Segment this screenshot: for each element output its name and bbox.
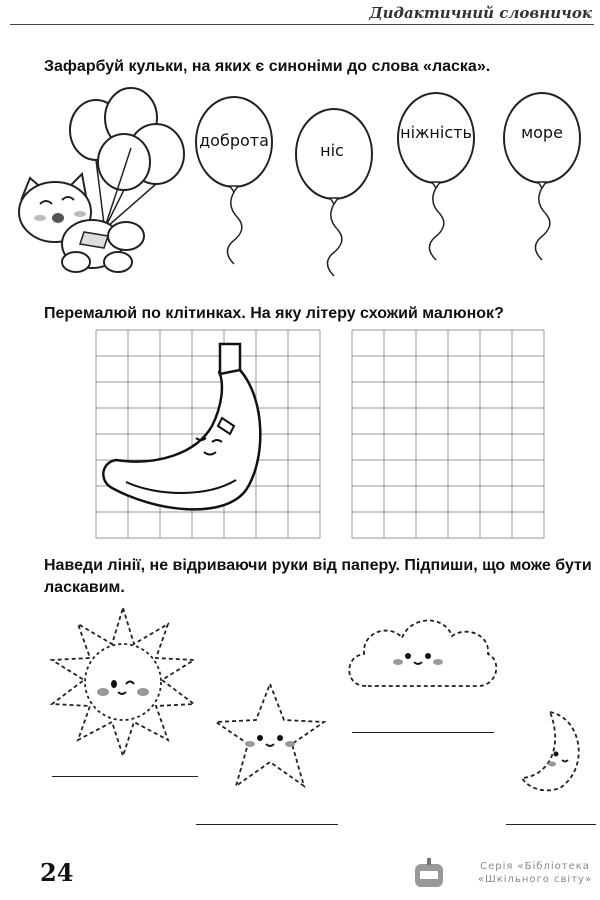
series-label-line-2: «Шкільного світу» [477, 874, 593, 885]
series-label [474, 860, 596, 886]
balloon-2-word: ніс [320, 141, 344, 160]
task-1-instruction: Зафарбуй кульки, на яких є синоніми до слова «ласка». [44, 58, 491, 75]
dashed-sun-icon[interactable] [48, 608, 198, 758]
answer-line-2[interactable] [196, 824, 338, 825]
balloon-1[interactable] [194, 96, 280, 268]
balloon-3-word: ніжність [400, 123, 472, 142]
balloon-3[interactable] [396, 92, 482, 264]
balloon-4[interactable] [502, 92, 588, 264]
dashed-star-icon[interactable] [212, 682, 328, 792]
reference-grid-with-drawing [96, 330, 320, 538]
dashed-cloud-icon[interactable] [344, 612, 500, 692]
balloon-1-word: доброта [199, 131, 269, 150]
task-3-instruction: Наведи лінії, не відриваючи руки від паперу. Підпиши, що може бути ласкавим. [44, 557, 592, 596]
kitten-with-balloons-illustration [0, 86, 200, 276]
answer-line-1[interactable] [52, 776, 198, 777]
answer-line-4[interactable] [506, 824, 596, 825]
copy-grid[interactable] [352, 330, 544, 538]
answer-line-3[interactable] [352, 732, 494, 733]
header-title: Дидактичний словничок [369, 4, 592, 22]
publisher-logo-icon [414, 856, 444, 888]
dashed-moon-icon[interactable] [520, 708, 590, 794]
task-2-instruction: Перемалюй по клітинках. На яку літеру схожий малюнок? [44, 305, 504, 322]
header-divider [10, 24, 594, 25]
series-label-line-1: Серія «Бібліотека [480, 861, 590, 872]
page-number: 24 [40, 858, 74, 887]
balloon-2[interactable] [294, 108, 380, 280]
balloon-4-word: море [521, 123, 563, 142]
